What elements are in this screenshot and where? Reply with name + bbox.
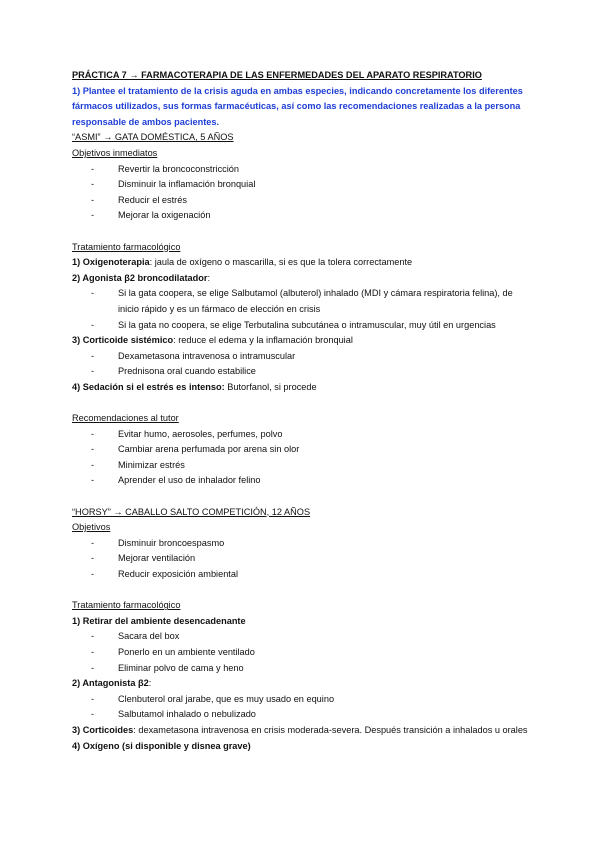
horse-treatment-1: 1) Retirar del ambiente desencadenante	[72, 615, 246, 626]
list-item: - Mejorar la oxigenación	[91, 210, 211, 221]
cat-treatment-2: 2) Agonista β2 broncodilatador:	[72, 272, 210, 283]
cat-header: “ASMI” → GATA DOMÉSTICA, 5 AÑOS	[72, 132, 234, 143]
list-item: - Cambiar arena perfumada por arena sin olor	[91, 444, 300, 455]
list-item: - Evitar humo, aerosoles, perfumes, polvo	[91, 428, 283, 439]
list-item: - Prednisona oral cuando estabilice	[91, 366, 256, 377]
horse-treatment-4: 4) Oxígeno (si disponible y disnea grave)	[72, 740, 251, 751]
list-item: - Eliminar polvo de cama y heno	[91, 662, 244, 673]
list-item: - Dexametasona intravenosa o intramuscular	[91, 350, 296, 361]
list-item: - Disminuir broncoespasmo	[91, 537, 225, 548]
cat-treatment-3: 3) Corticoide sistémico: reduce el edema y la inflamación bronquial	[72, 335, 353, 346]
cat-treatment-4: 4) Sedación si el estrés es intenso: Butorfanol, si procede	[72, 381, 317, 392]
list-item: - Aprender el uso de inhalador felino	[91, 475, 261, 486]
list-item: - Sacara del box	[91, 631, 180, 642]
list-item: - Si la gata no coopera, se elige Terbutalina subcutánea o intramuscular, muy útil en urgencias	[91, 319, 496, 330]
list-item: - Reducir exposición ambiental	[91, 569, 239, 579]
list-item: - Clenbuterol oral jarabe, que es muy usado en equino	[91, 693, 335, 704]
list-item: - Minimizar estrés	[91, 459, 185, 470]
list-item: - Salbutamol inhalado o nebulizado	[91, 709, 256, 720]
cat-objectives-title: Objetivos inmediatos	[72, 147, 158, 158]
list-item: - Mejorar ventilación	[91, 553, 196, 564]
cat-treatment-title: Tratamiento farmacológico	[72, 241, 181, 252]
horse-objectives-title: Objetivos	[72, 522, 111, 533]
horse-treatment-2: 2) Antagonista β2:	[72, 678, 152, 689]
horse-header: “HORSY” → CABALLO SALTO COMPETICIÓN, 12 AÑOS	[72, 506, 311, 517]
horse-treatment-3: 3) Corticoides: dexametasona intravenosa en crisis moderada-severa. Después transición a inhalados u orales	[72, 724, 528, 735]
list-item: - Ponerlo en un ambiente ventilado	[91, 646, 255, 657]
document-page	[72, 68, 534, 754]
list-item: - Disminuir la inflamación bronquial	[91, 179, 256, 190]
document-title: PRÁCTICA 7 → FARMACOTERAPIA DE LAS ENFERMEDADES DEL APARATO RESPIRATORIO	[72, 70, 482, 80]
question-text: 1) Plantee el tratamiento de la crisis aguda en ambas especies, indicando concretamente los diferentes fármacos utilizados, sus formas farmacéuticas, así como las recomendaciones realizadas a la persona responsable de ambos pacientes.	[72, 85, 523, 127]
list-item: - Revertir la broncoconstricción	[91, 163, 240, 174]
list-item: - Reducir el estrés	[91, 194, 187, 205]
cat-treatment-1: 1) Oxigenoterapia: jaula de oxígeno o mascarilla, si es que la tolera correctamente	[72, 257, 413, 268]
list-item: - Si la gata coopera, se elige Salbutamol (albuterol) inhalado (MDI y cámara respiratoria felina), de inicio rápido y es un fármaco de elección en crisis	[91, 288, 513, 314]
cat-recommendations-title: Recomendaciones al tutor	[72, 413, 179, 424]
horse-treatment-title: Tratamiento farmacológico	[72, 600, 181, 611]
